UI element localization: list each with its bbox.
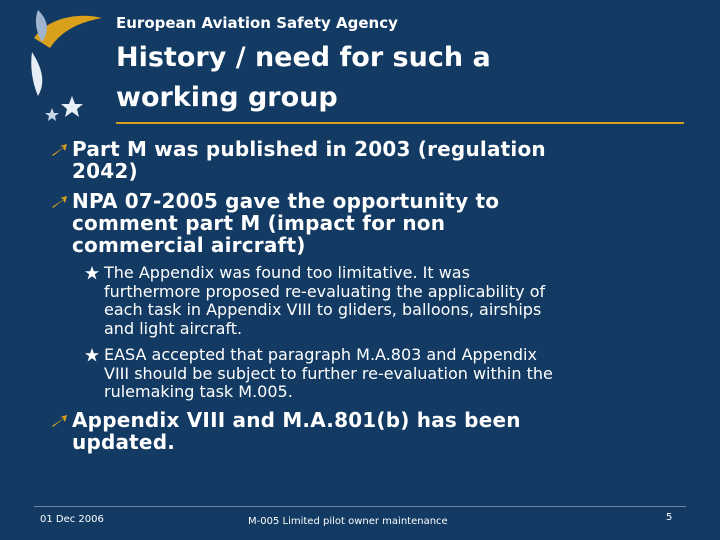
footer-divider [34, 506, 686, 507]
sub-bullet-item [84, 346, 553, 402]
sub-bullet-line: and light aircraft. [104, 318, 243, 338]
bullet-line: updated. [72, 430, 176, 454]
easa-logo [28, 8, 104, 128]
page-number: 5 [666, 512, 673, 523]
footer-date: 01 Dec 2006 [40, 514, 104, 525]
sub-bullet-line: The Appendix was found too limitative. It was [104, 263, 470, 282]
title-line-1: History / need for such a [116, 42, 491, 73]
bullet-line: commercial aircraft) [72, 233, 306, 257]
logo-wing-white [31, 52, 42, 96]
sub-bullet-line: VIII should be subject to further re-evaluation within the [104, 363, 553, 383]
bullet-line: 2042) [72, 159, 138, 183]
star-bullet-icon [84, 265, 100, 281]
page-title [116, 38, 491, 118]
bullet-line: Appendix VIII and M.A.801(b) has been [72, 408, 521, 432]
arrow-bullet-icon [50, 143, 68, 157]
bullet-line: NPA 07-2005 gave the opportunity to [72, 189, 500, 213]
sub-bullet-line: each task in Appendix VIII to gliders, balloons, airships [104, 300, 542, 319]
bullet-item [50, 409, 521, 453]
title-divider [116, 122, 684, 124]
bullet-item [50, 190, 499, 256]
bullet-item [50, 138, 546, 182]
bullet-line: comment part M (impact for non [72, 211, 446, 235]
star-bullet-icon [84, 347, 100, 363]
bullet-line: Part M was published in 2003 (regulation [72, 137, 546, 161]
logo-star-2 [45, 108, 59, 121]
arrow-bullet-icon [50, 195, 68, 209]
agency-name: European Aviation Safety Agency [116, 14, 398, 32]
sub-bullet-line: furthermore proposed re-evaluating the applicability of [104, 281, 546, 301]
sub-bullet-line: rulemaking task M.005. [104, 382, 293, 401]
footer-title: M-005 Limited pilot owner maintenance [248, 516, 448, 527]
title-line-2: working group [116, 82, 338, 113]
arrow-bullet-icon [50, 414, 68, 428]
sub-bullet-line: EASA accepted that paragraph M.A.803 and Appendix [104, 345, 537, 364]
logo-star-1 [61, 96, 83, 117]
sub-bullet-item [84, 264, 545, 338]
